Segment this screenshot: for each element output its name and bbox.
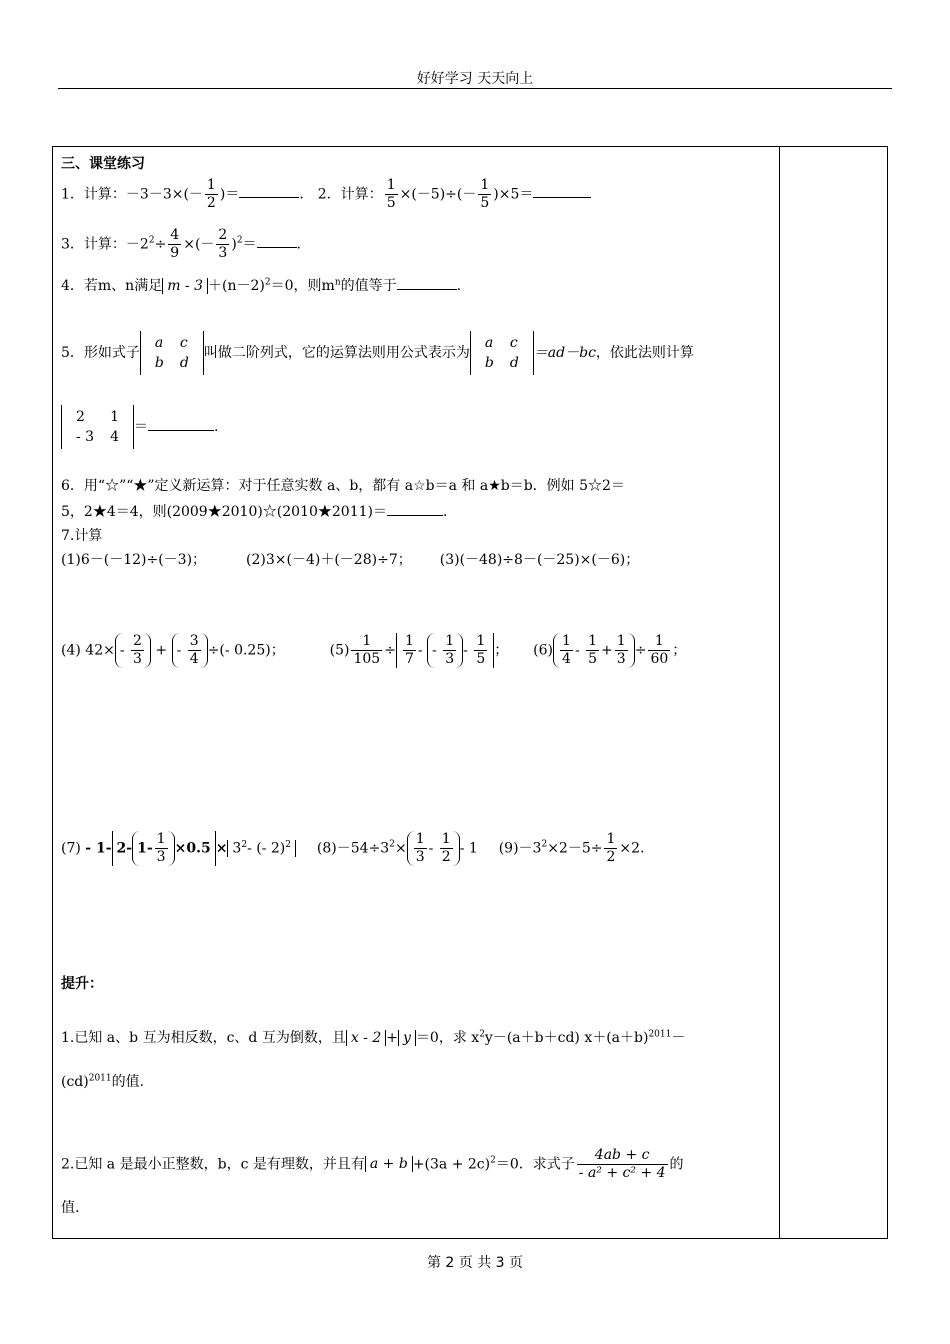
answer-blank[interactable] (239, 197, 299, 198)
question-7-title: 7.计算 (61, 528, 103, 544)
page-header: 好好学习 天天向上 (416, 71, 534, 87)
question-7-row2: (4) 42× - $\frac{2}{3}$ + - $\frac{3}{4}$ ÷(- 0.25)； (5) $\frac{1}{105}$ ÷ $\frac{1}{7}$ - - $\frac{1}{3}$ - $\frac{1}{5}$ ； (6) $\frac{1}{4}$ - $\frac{1}{5}$ + $\frac{1}{3}$ ÷ $\frac{1}{60}$ ； (61, 633, 687, 667)
answer-blank[interactable] (397, 289, 457, 290)
question-7-row3: (7) - 1- 2- 1- $\frac{1}{3}$ $\times 0.5 \times 3^2-$ (- 2)$^2$ $(8)-54\div 3^2\times$ $\frac{1}{3}$ - $\frac{1}{2}$ - 1 $(9)-3^2\times 2-5\div$ $\frac{1}{2}$ ×2. (61, 831, 645, 865)
exercise-table (52, 146, 888, 1239)
determinant-form: a c b d (140, 331, 204, 375)
question-7-row1: (1)6－(－12)÷(－3)； (2)3×(－4)＋(－28)÷7； (3)(－48)÷8－(－25)×(－6)； (61, 552, 640, 568)
answer-blank[interactable] (148, 430, 214, 431)
question-4: 4．若m、n满足 $m - 3 +(n-2)^2=0$，则$m^n$的值等于 . (61, 277, 462, 294)
answer-blank[interactable] (387, 515, 443, 516)
determinant-rule: a c b d (470, 331, 534, 375)
question-6-line1: 6．用“☆”“★”定义新运算：对于任意实数 a、b，都有 a☆b＝a 和 a★b＝b．例如 5☆2＝ (61, 478, 625, 494)
question-3: 3．计算：$-2^2\div$ $\frac{4}{9}$ ×(－ $\frac{2}{3}$ )$^2$＝ . (61, 227, 301, 261)
lift-question-2-line2: 值. (61, 1200, 80, 1216)
determinant-numeric: 2 1 - 3 4 (61, 405, 134, 449)
answer-blank[interactable] (257, 247, 297, 248)
question-5-compute: 2 1 - 3 4 ＝ . (61, 405, 218, 449)
side-column-divider (779, 147, 780, 1238)
lift-question-1: 1.已知 a、b 互为相反数，c、d 互为倒数，且 x - 2 + y ＝0，求 $x^2y-(a+b+cd)$ $x+(a+b)^{2011}-$ (61, 1029, 686, 1046)
question-5: 5．形如式子 a c b d 叫做二阶列式，它的运算法则用公式表示为 a c b d ＝ad－bc，依此法则计算 (61, 331, 694, 375)
question-6-line2: 5，2★4＝4，则(2009★2010)☆(2010★2011)＝ . (61, 504, 448, 520)
lift-title: 提升： (61, 976, 103, 992)
lift-question-2: 2.已知 a 是最小正整数，b，c 是有理数，并且有 $a + b +(3a + 2c)^2=0$．求式子 $\frac{4ab + c}{\text{- a² + c² + 4}}$ 的 (61, 1147, 684, 1181)
section-title: 三、课堂练习 (61, 156, 145, 172)
lift-question-1-line2: (cd)$^{2011}$的值. (61, 1073, 145, 1090)
header-rule (58, 88, 892, 89)
question-1-2: 1．计算：－3－3×(－ $\frac{1}{2}$ )＝ ． 2．计算： $\frac{1}{5}$ ×(－5)÷(－ $\frac{1}{5}$ )×5＝ (61, 177, 591, 212)
page-footer: 第 2 页 共 3 页 (426, 1255, 524, 1271)
answer-blank[interactable] (533, 197, 591, 198)
